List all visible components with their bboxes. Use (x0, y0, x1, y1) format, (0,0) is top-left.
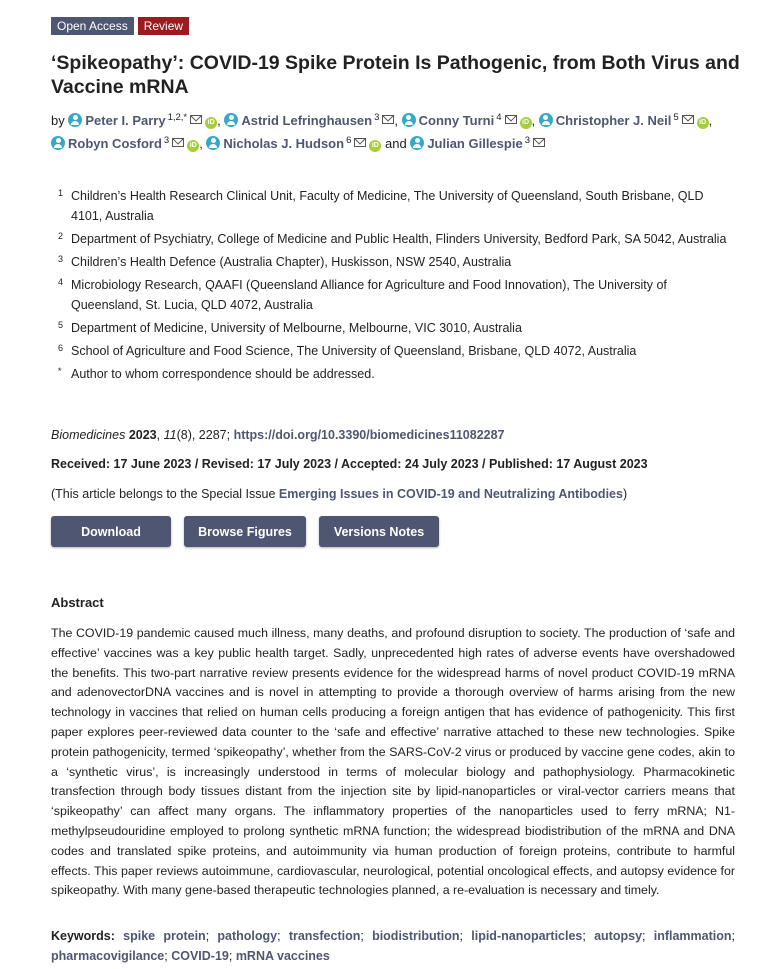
person-icon[interactable] (51, 136, 65, 150)
affiliation-item (58, 252, 738, 272)
citation: Biomedicines 2023, 11(8), 2287; https://doi.org/10.3390/biomedicines11082287 (51, 428, 505, 442)
affiliation-text: School of Agriculture and Food Science, The University of Queensland, Brisbane, QLD 4072, Australia (71, 344, 637, 358)
person-icon[interactable] (224, 113, 238, 127)
affiliation-item (58, 229, 738, 249)
affiliation-item (58, 186, 738, 226)
special-issue-note (51, 487, 627, 501)
abstract-text: The COVID-19 pandemic caused much illness, many deaths, and profound disruption to society. The production of ‘safe and effective’ vaccines was a key public health target. Sadly, unprecedented high rates of adverse events have overshadowed the benefits. This two-part narrative review presents evidence for the widespread harms of novel product COVID-19 mRNA and adenovectorDNA vaccines and is novel in attempting to provide a thorough overview of harms arising from the new technology in vaccines that relied on human cells producing a foreign antigen that has evidence of pathogenicity. This first paper explores peer-reviewed data counter to the ‘safe and effective’ narrative attached to these new technologies. Spike protein pathogenicity, termed ‘spikeopathy’, whether from the SARS-CoV-2 virus or produced by vaccine gene codes, akin to a ‘synthetic virus’, is increasingly understood in terms of molecular biology and pathophysiology. Pharmacokinetic transfection through body tissues distant from the injection site by lipid-nanoparticles or viral-vector carriers means that ‘spikeopathy’ can affect many organs. The inflammatory properties of the nanoparticles used to ferry mRNA; N1-methylpseudouridine employed to prolong synthetic mRNA function; the widespread biodistribution of the mRNA and DNA codes and translated spike proteins, and autoimmunity via human production of foreign proteins, contribute to harmful effects. This paper reviews autoimmune, cardiovascular, neurological, potential oncological effects, and autopsy evidence for spikeopathy. With many gene-based therapeutic technologies planned, a re-evaluation is necessary and timely. (51, 626, 735, 898)
browse-figures-button[interactable]: Browse Figures (184, 516, 306, 547)
affiliation-text: Department of Psychiatry, College of Medicine and Public Health, Flinders University, Bedford Park, SA 5042, Australia (71, 232, 727, 246)
author-entry (402, 113, 532, 128)
affiliation-text: Department of Medicine, University of Melbourne, Melbourne, VIC 3010, Australia (71, 321, 522, 335)
author-name[interactable]: Julian Gillespie (427, 136, 523, 151)
author-name[interactable]: Astrid Lefringhausen (241, 113, 373, 128)
affiliation-item (58, 341, 738, 361)
author-entry (539, 113, 709, 128)
author-name[interactable]: Peter I. Parry (85, 113, 166, 128)
special-issue-prefix: (This article belongs to the Special Issue (51, 487, 279, 501)
citation-volume: 11 (163, 428, 177, 442)
keyword-link[interactable]: biodistribution (372, 929, 460, 943)
versions-notes-button[interactable]: Versions Notes (319, 516, 439, 547)
author-entry (410, 136, 545, 151)
affiliation-text: Children’s Health Defence (Australia Chapter), Huskisson, NSW 2540, Australia (71, 255, 512, 269)
affiliation-item (58, 275, 738, 315)
author-entry (68, 113, 217, 128)
journal-name: Biomedicines (51, 428, 126, 442)
keyword-link[interactable]: autopsy (594, 929, 643, 943)
keyword-link[interactable]: spike protein (123, 929, 206, 943)
special-issue-link[interactable]: Emerging Issues in COVID-19 and Neutralizing Antibodies (278, 487, 623, 501)
affiliation-item (58, 364, 738, 384)
author-name[interactable]: Christopher J. Neil (555, 113, 672, 128)
keyword-link[interactable]: lipid-nanoparticles (471, 929, 583, 943)
open-access-badge[interactable]: Open Access (51, 17, 134, 35)
affiliation-item (58, 318, 738, 338)
mail-icon[interactable] (533, 138, 545, 147)
person-icon[interactable] (402, 113, 416, 127)
doi-link[interactable]: https://doi.org/10.3390/biomedicines11082287 (233, 428, 505, 442)
mail-icon[interactable] (172, 138, 184, 147)
citation-article: , 2287; (191, 428, 234, 442)
person-icon[interactable] (68, 113, 82, 127)
keyword-link[interactable]: inflammation (653, 929, 732, 943)
mail-icon[interactable] (382, 115, 394, 124)
keyword-link[interactable]: COVID-19 (171, 949, 229, 963)
mail-icon[interactable] (354, 138, 366, 147)
mail-icon[interactable] (190, 115, 202, 124)
affiliation-number: 1 (58, 188, 64, 198)
citation-year: 2023 (128, 428, 157, 442)
publication-dates: Received: 17 June 2023 / Revised: 17 July 2023 / Accepted: 24 July 2023 / Published: 17 August 2023 (51, 457, 648, 471)
orcid-icon[interactable]: iD (369, 140, 381, 152)
download-button[interactable]: Download (51, 516, 171, 547)
author-entry (206, 136, 381, 151)
author-name[interactable]: Conny Turni (418, 113, 495, 128)
citation-issue: (8) (176, 428, 192, 442)
authors-and: and (384, 136, 407, 151)
abstract-heading: Abstract (51, 595, 104, 610)
affiliation-text: Microbiology Research, QAAFI (Queensland Alliance for Agriculture and Food Innovation), The University of Queensland, St. Lucia, QLD 4072, Australia (71, 278, 667, 312)
affiliation-number: 6 (58, 343, 64, 353)
keywords: Keywords: spike protein; pathology; transfection; biodistribution; lipid-nanoparticles; autopsy; inflammation; pharmacovigilance; COVID-19; mRNA vaccines (51, 929, 736, 963)
keyword-link[interactable]: pharmacovigilance (51, 949, 165, 963)
author-affiliation-sup: 3 (524, 135, 530, 146)
affiliation-number: 5 (58, 320, 64, 330)
review-badge[interactable]: Review (138, 17, 189, 35)
article-title: ‘Spikeopathy’: COVID-19 Spike Protein Is Pathogenic, from Both Virus and Vaccine mRNA (51, 52, 740, 98)
badge-row (51, 17, 189, 35)
keywords-label: Keywords: (51, 929, 115, 943)
keyword-link[interactable]: transfection (288, 929, 361, 943)
affiliation-number: 4 (58, 277, 64, 287)
author-entry (224, 113, 394, 128)
author-name[interactable]: Robyn Cosford (68, 136, 162, 151)
author-list: by Peter I. Parry $^{1,2,*}$ iD , Astrid Lefringhausen $^3$ , Conny Turni $^4$ iD , Christopher J. Neil $^5$ iD , Robyn Cosford $^3$ iD , Nicholas J. Hudson $^6$ iD and Julian Gillespie $^3$ (51, 112, 713, 151)
author-affiliation-sup: 5 (673, 112, 679, 123)
author-name[interactable]: Nicholas J. Hudson (223, 136, 345, 151)
affiliation-list (58, 186, 738, 387)
author-affiliation-sup: 4 (496, 112, 502, 123)
author-entry (51, 136, 199, 151)
mail-icon[interactable] (682, 115, 694, 124)
orcid-icon[interactable]: iD (187, 140, 199, 152)
author-affiliation-sup: 3 (163, 135, 170, 146)
orcid-icon[interactable]: iD (205, 117, 217, 129)
mail-icon[interactable] (505, 115, 517, 124)
orcid-icon[interactable]: iD (697, 117, 709, 129)
affiliation-text: Children’s Health Research Clinical Unit, Faculty of Medicine, The University of Queensland, South Brisbane, QLD 4101, Australia (71, 189, 704, 223)
affiliation-number: 3 (58, 254, 64, 264)
authors-prefix: by (51, 113, 65, 128)
affiliation-number: 2 (58, 231, 64, 241)
affiliation-number: * (58, 366, 62, 376)
person-icon[interactable] (206, 136, 220, 150)
action-buttons (51, 516, 439, 547)
person-icon[interactable] (410, 136, 424, 150)
keyword-link[interactable]: pathology (217, 929, 278, 943)
author-affiliation-sup: 3 (374, 112, 380, 123)
author-affiliation-sup: 1,2,* (167, 112, 188, 123)
special-issue-suffix: ) (622, 487, 628, 501)
keyword-link[interactable]: mRNA vaccines (235, 949, 330, 963)
author-affiliation-sup: 6 (346, 135, 352, 146)
affiliation-text: Author to whom correspondence should be addressed. (71, 367, 375, 381)
person-icon[interactable] (539, 113, 553, 127)
orcid-icon[interactable]: iD (520, 117, 532, 129)
